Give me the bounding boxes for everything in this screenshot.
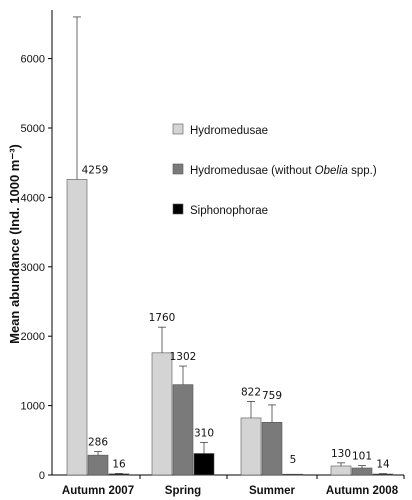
legend-swatch — [173, 164, 183, 174]
data-label: 16 — [112, 458, 126, 471]
error-bars — [73, 17, 387, 475]
data-label: 130 — [330, 447, 352, 460]
bar — [152, 353, 172, 475]
data-label: 4259 — [81, 164, 109, 177]
bar — [109, 474, 129, 475]
legend-swatch — [173, 204, 183, 214]
data-label: 310 — [193, 427, 215, 440]
data-label: 286 — [87, 436, 109, 449]
x-tick-label: Autumn 2007 — [61, 485, 135, 497]
bar — [88, 455, 108, 475]
y-tick-label: 0 — [38, 470, 45, 482]
data-label: 759 — [261, 389, 283, 402]
bar — [331, 466, 351, 475]
x-tick-label: Summer — [248, 485, 296, 497]
y-tick-label: 5000 — [20, 122, 45, 135]
bar — [262, 422, 282, 475]
data-label: 14 — [376, 458, 390, 471]
y-tick-label: 1000 — [20, 400, 45, 413]
x-tick-label: Spring — [164, 485, 202, 497]
data-label: 5 — [289, 454, 297, 466]
x-tick-label: Autumn 2008 — [325, 485, 399, 497]
y-axis-label: Mean abundance (Ind. 1000 m⁻³) — [7, 144, 22, 344]
y-tick-label: 4000 — [20, 192, 45, 205]
bars — [67, 179, 393, 475]
y-tick-label: 2000 — [20, 331, 45, 344]
bar — [67, 179, 87, 475]
bar — [173, 385, 193, 475]
bar — [352, 468, 372, 475]
legend-label: Siphonophorae — [190, 205, 269, 217]
data-label: 822 — [240, 386, 262, 399]
legend-label: Hydromedusae (without Obelia spp.) — [190, 165, 377, 177]
data-label: 1760 — [148, 312, 176, 325]
bar — [373, 474, 393, 475]
legend-label: Hydromedusae — [190, 125, 268, 137]
y-tick-label: 3000 — [20, 261, 45, 274]
data-label: 101 — [351, 450, 373, 463]
bar — [194, 453, 214, 475]
bar — [241, 418, 261, 475]
data-label: 1302 — [169, 351, 197, 364]
legend — [173, 124, 377, 217]
legend-swatch — [173, 124, 183, 134]
y-tick-label: 6000 — [20, 53, 45, 66]
